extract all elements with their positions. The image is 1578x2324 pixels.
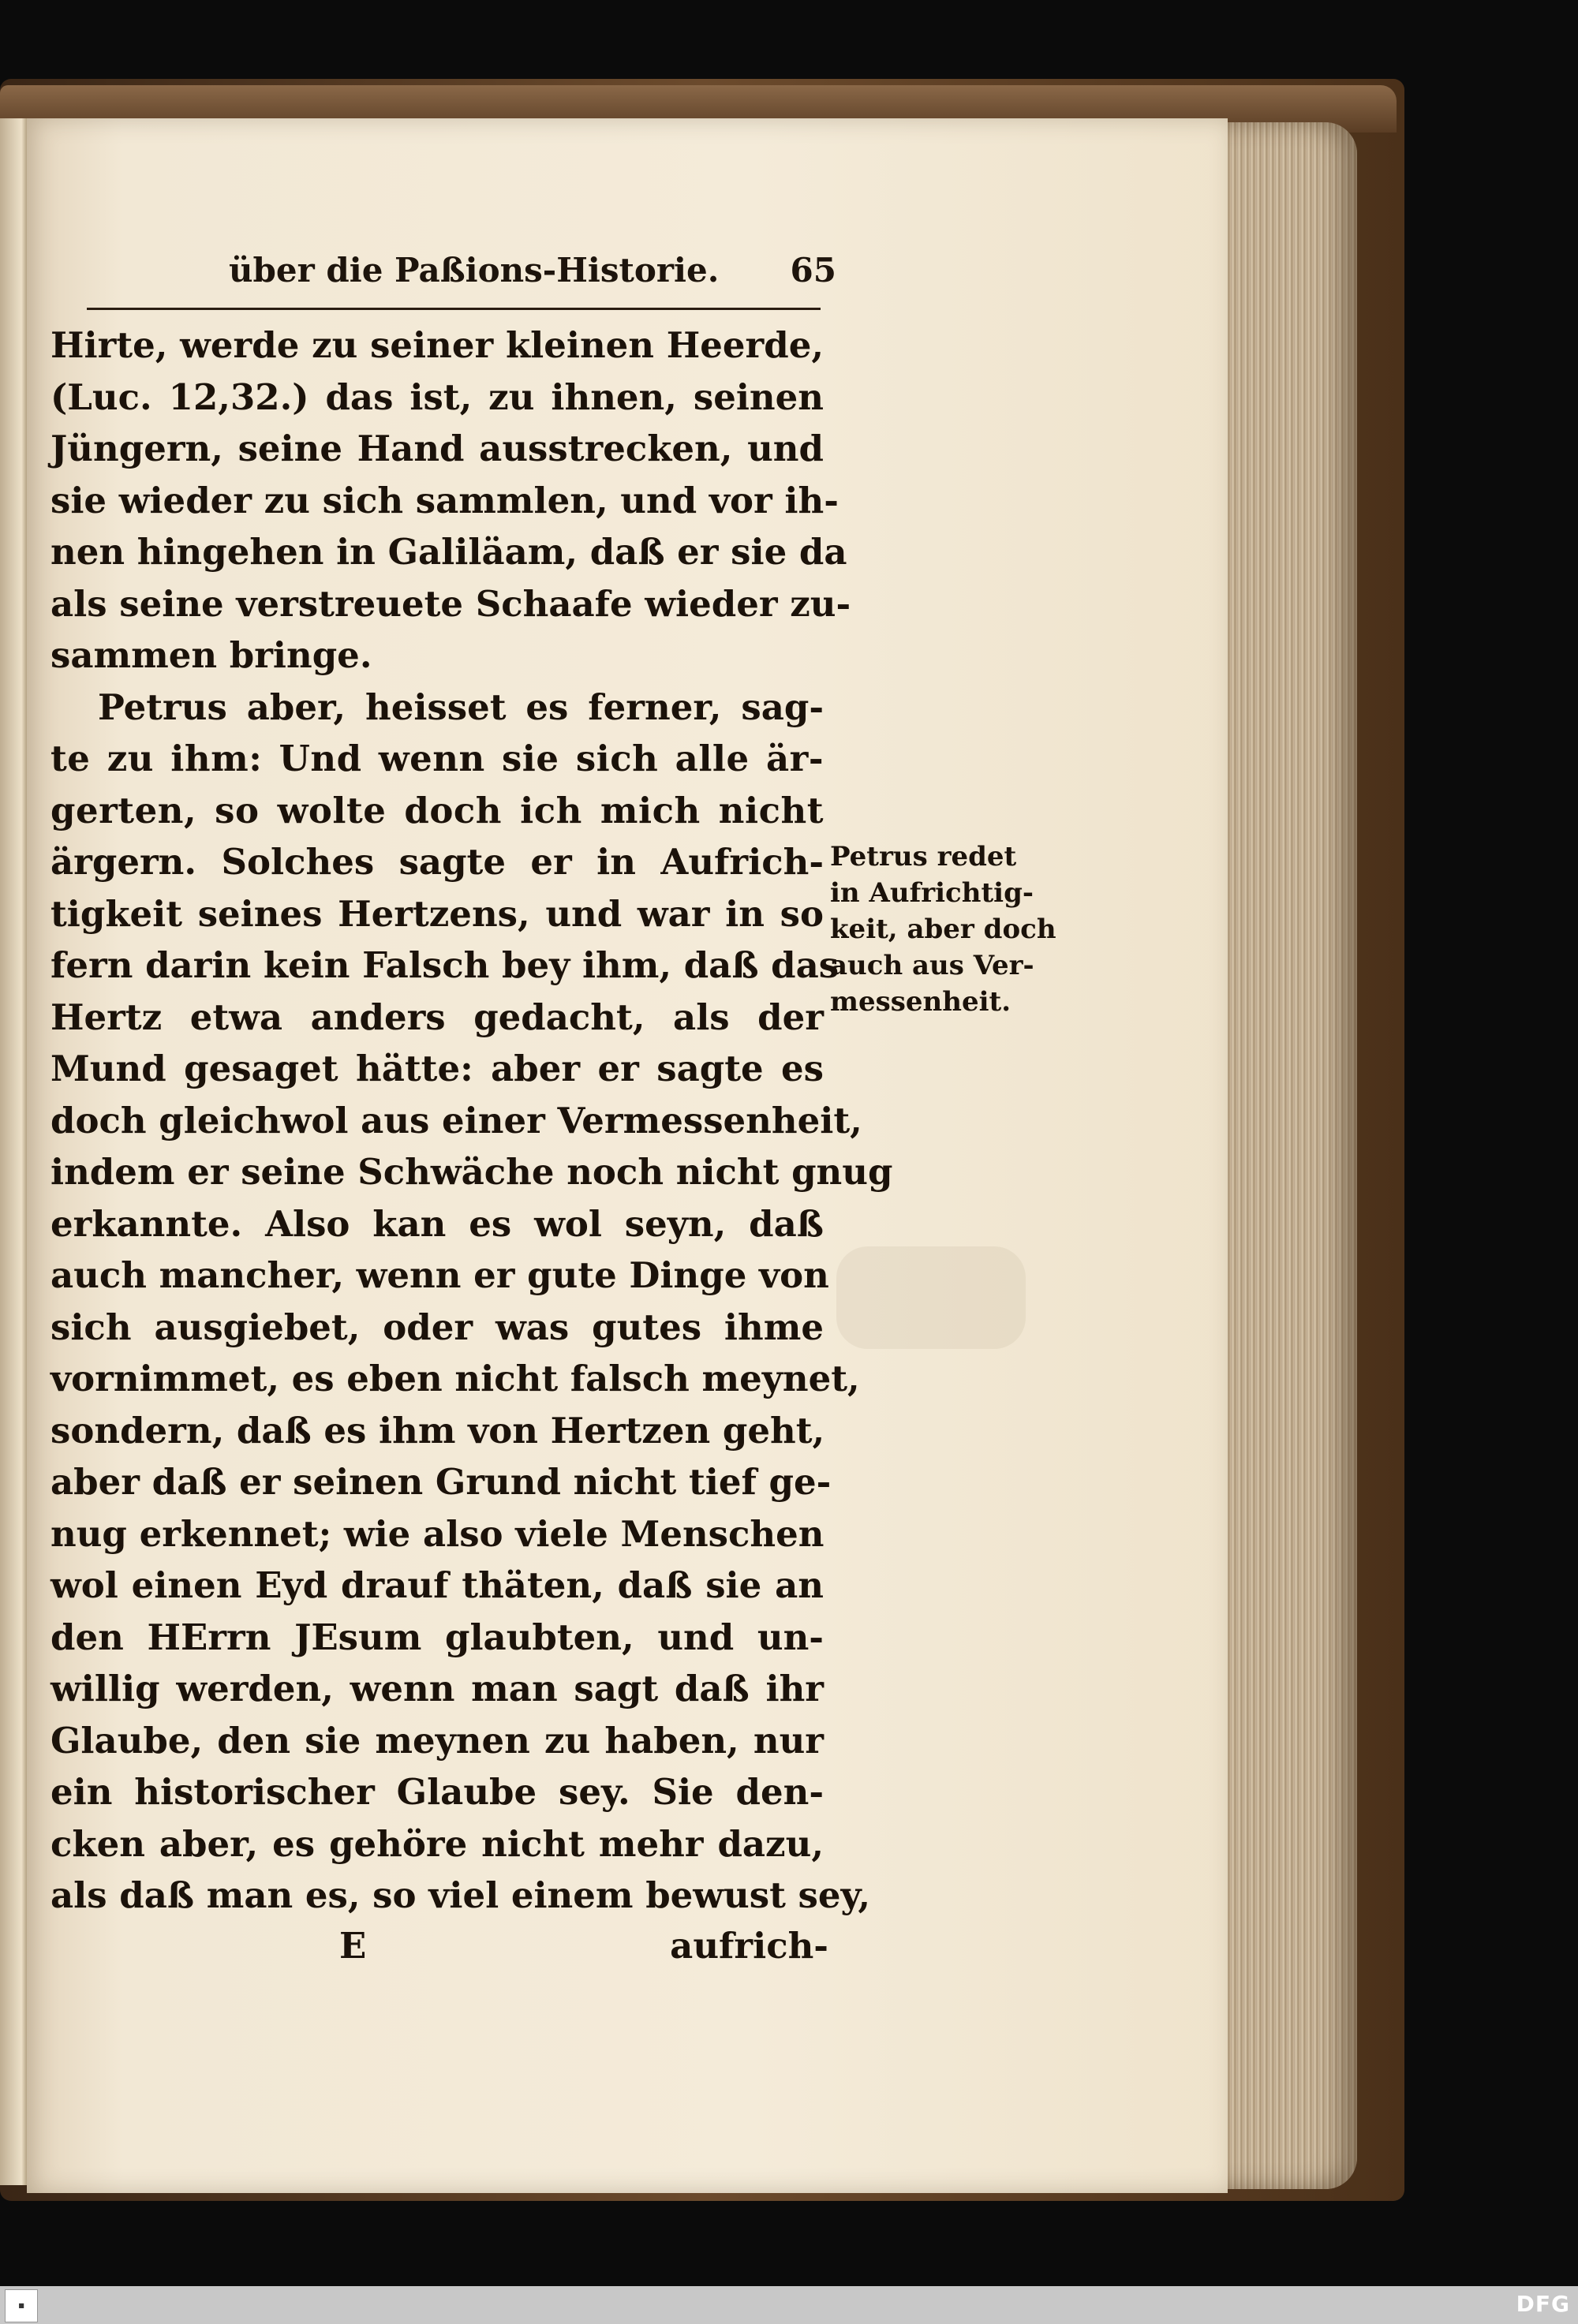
text-line: als seine verstreuete Schaafe wieder zu- <box>50 582 851 625</box>
text-line: erkannte. Also kan es wol seyn, daß <box>50 1202 824 1245</box>
text-line: indem er seine Schwäche noch nicht gnug <box>50 1151 893 1193</box>
text-line: wol einen Eyd drauf thäten, daß sie an <box>50 1564 824 1606</box>
facing-page-edge <box>0 118 27 2185</box>
text-line: nen hingehen in Galiläam, daß er sie da <box>50 531 847 573</box>
margin-note-line: Petrus redet <box>830 841 1017 872</box>
dfg-logo: DFG <box>1516 2291 1570 2317</box>
margin-note-line: auch aus Ver- <box>830 950 1034 981</box>
text-line: auch mancher, wenn er gute Dinge von <box>50 1254 829 1296</box>
running-head <box>229 251 836 295</box>
running-head-title: über die Paßions-Historie. <box>229 251 720 290</box>
text-line: sondern, daß es ihm von Hertzen geht, <box>50 1409 825 1452</box>
catchword: aufrich- <box>670 1925 828 1967</box>
margin-note-line: messenheit. <box>830 986 1011 1018</box>
text-line: willig werden, wenn man sagt daß ihr <box>50 1668 824 1709</box>
text-line: cken aber, es gehöre nicht mehr dazu, <box>50 1822 824 1865</box>
text-line: Jüngern, seine Hand ausstrecken, und <box>50 428 824 469</box>
margin-note <box>830 839 1067 1020</box>
margin-note-line: in Aufrichtig- <box>830 877 1034 909</box>
text-line: sich ausgiebet, oder was gutes ihme <box>50 1306 824 1348</box>
text-line: Mund gesaget hätte: aber er sagte es <box>50 1048 824 1089</box>
text-line: ein historischer Glaube sey. Sie den- <box>50 1771 824 1813</box>
text-line: Glaube, den sie meynen zu haben, nur <box>50 1719 824 1762</box>
show-through-smudge <box>836 1246 1026 1349</box>
text-line: (Luc. 12,32.) das ist, zu ihnen, seinen <box>50 376 824 418</box>
catchword-line <box>339 1925 828 1980</box>
text-line: fern darin kein Falsch bey ihm, daß das <box>50 944 839 986</box>
signature-mark: E <box>339 1925 367 1967</box>
text-line: den HErrn JEsum glaubten, und un- <box>50 1616 824 1658</box>
text-line: Hertz etwa anders gedacht, als der <box>50 996 824 1038</box>
text-line: Petrus aber, heisset es ferner, sag- <box>98 686 824 728</box>
text-line: als daß man es, so viel einem bewust sey, <box>50 1874 870 1916</box>
text-line: nug erkennet; wie also viele Menschen <box>50 1512 825 1555</box>
text-line: vornimmet, es eben nicht falsch meynet, <box>50 1358 860 1399</box>
text-line: te zu ihm: Und wenn sie sich alle är- <box>50 738 824 779</box>
text-line: tigkeit seines Hertzens, und war in so <box>50 892 824 935</box>
text-line: gerten, so wolte doch ich mich nicht <box>50 789 824 831</box>
text-line: aber daß er seinen Grund nicht tief ge- <box>50 1461 832 1503</box>
margin-note-line: keit, aber doch <box>830 914 1056 945</box>
body-text <box>50 319 893 1922</box>
library-logo-icon: ■ <box>5 2289 38 2322</box>
viewer-footer-bar <box>0 2286 1578 2324</box>
text-line: Hirte, werde zu seiner kleinen Heerde, <box>50 324 824 366</box>
text-line: sie wieder zu sich sammlen, und vor ih- <box>50 479 839 521</box>
text-line: ärgern. Solches sagte er in Aufrich- <box>50 841 824 883</box>
header-rule <box>87 308 821 310</box>
text-line: sammen bringe. <box>50 634 372 676</box>
text-line: doch gleichwol aus einer Vermessenheit, <box>50 1099 862 1141</box>
page-number: 65 <box>790 251 836 290</box>
